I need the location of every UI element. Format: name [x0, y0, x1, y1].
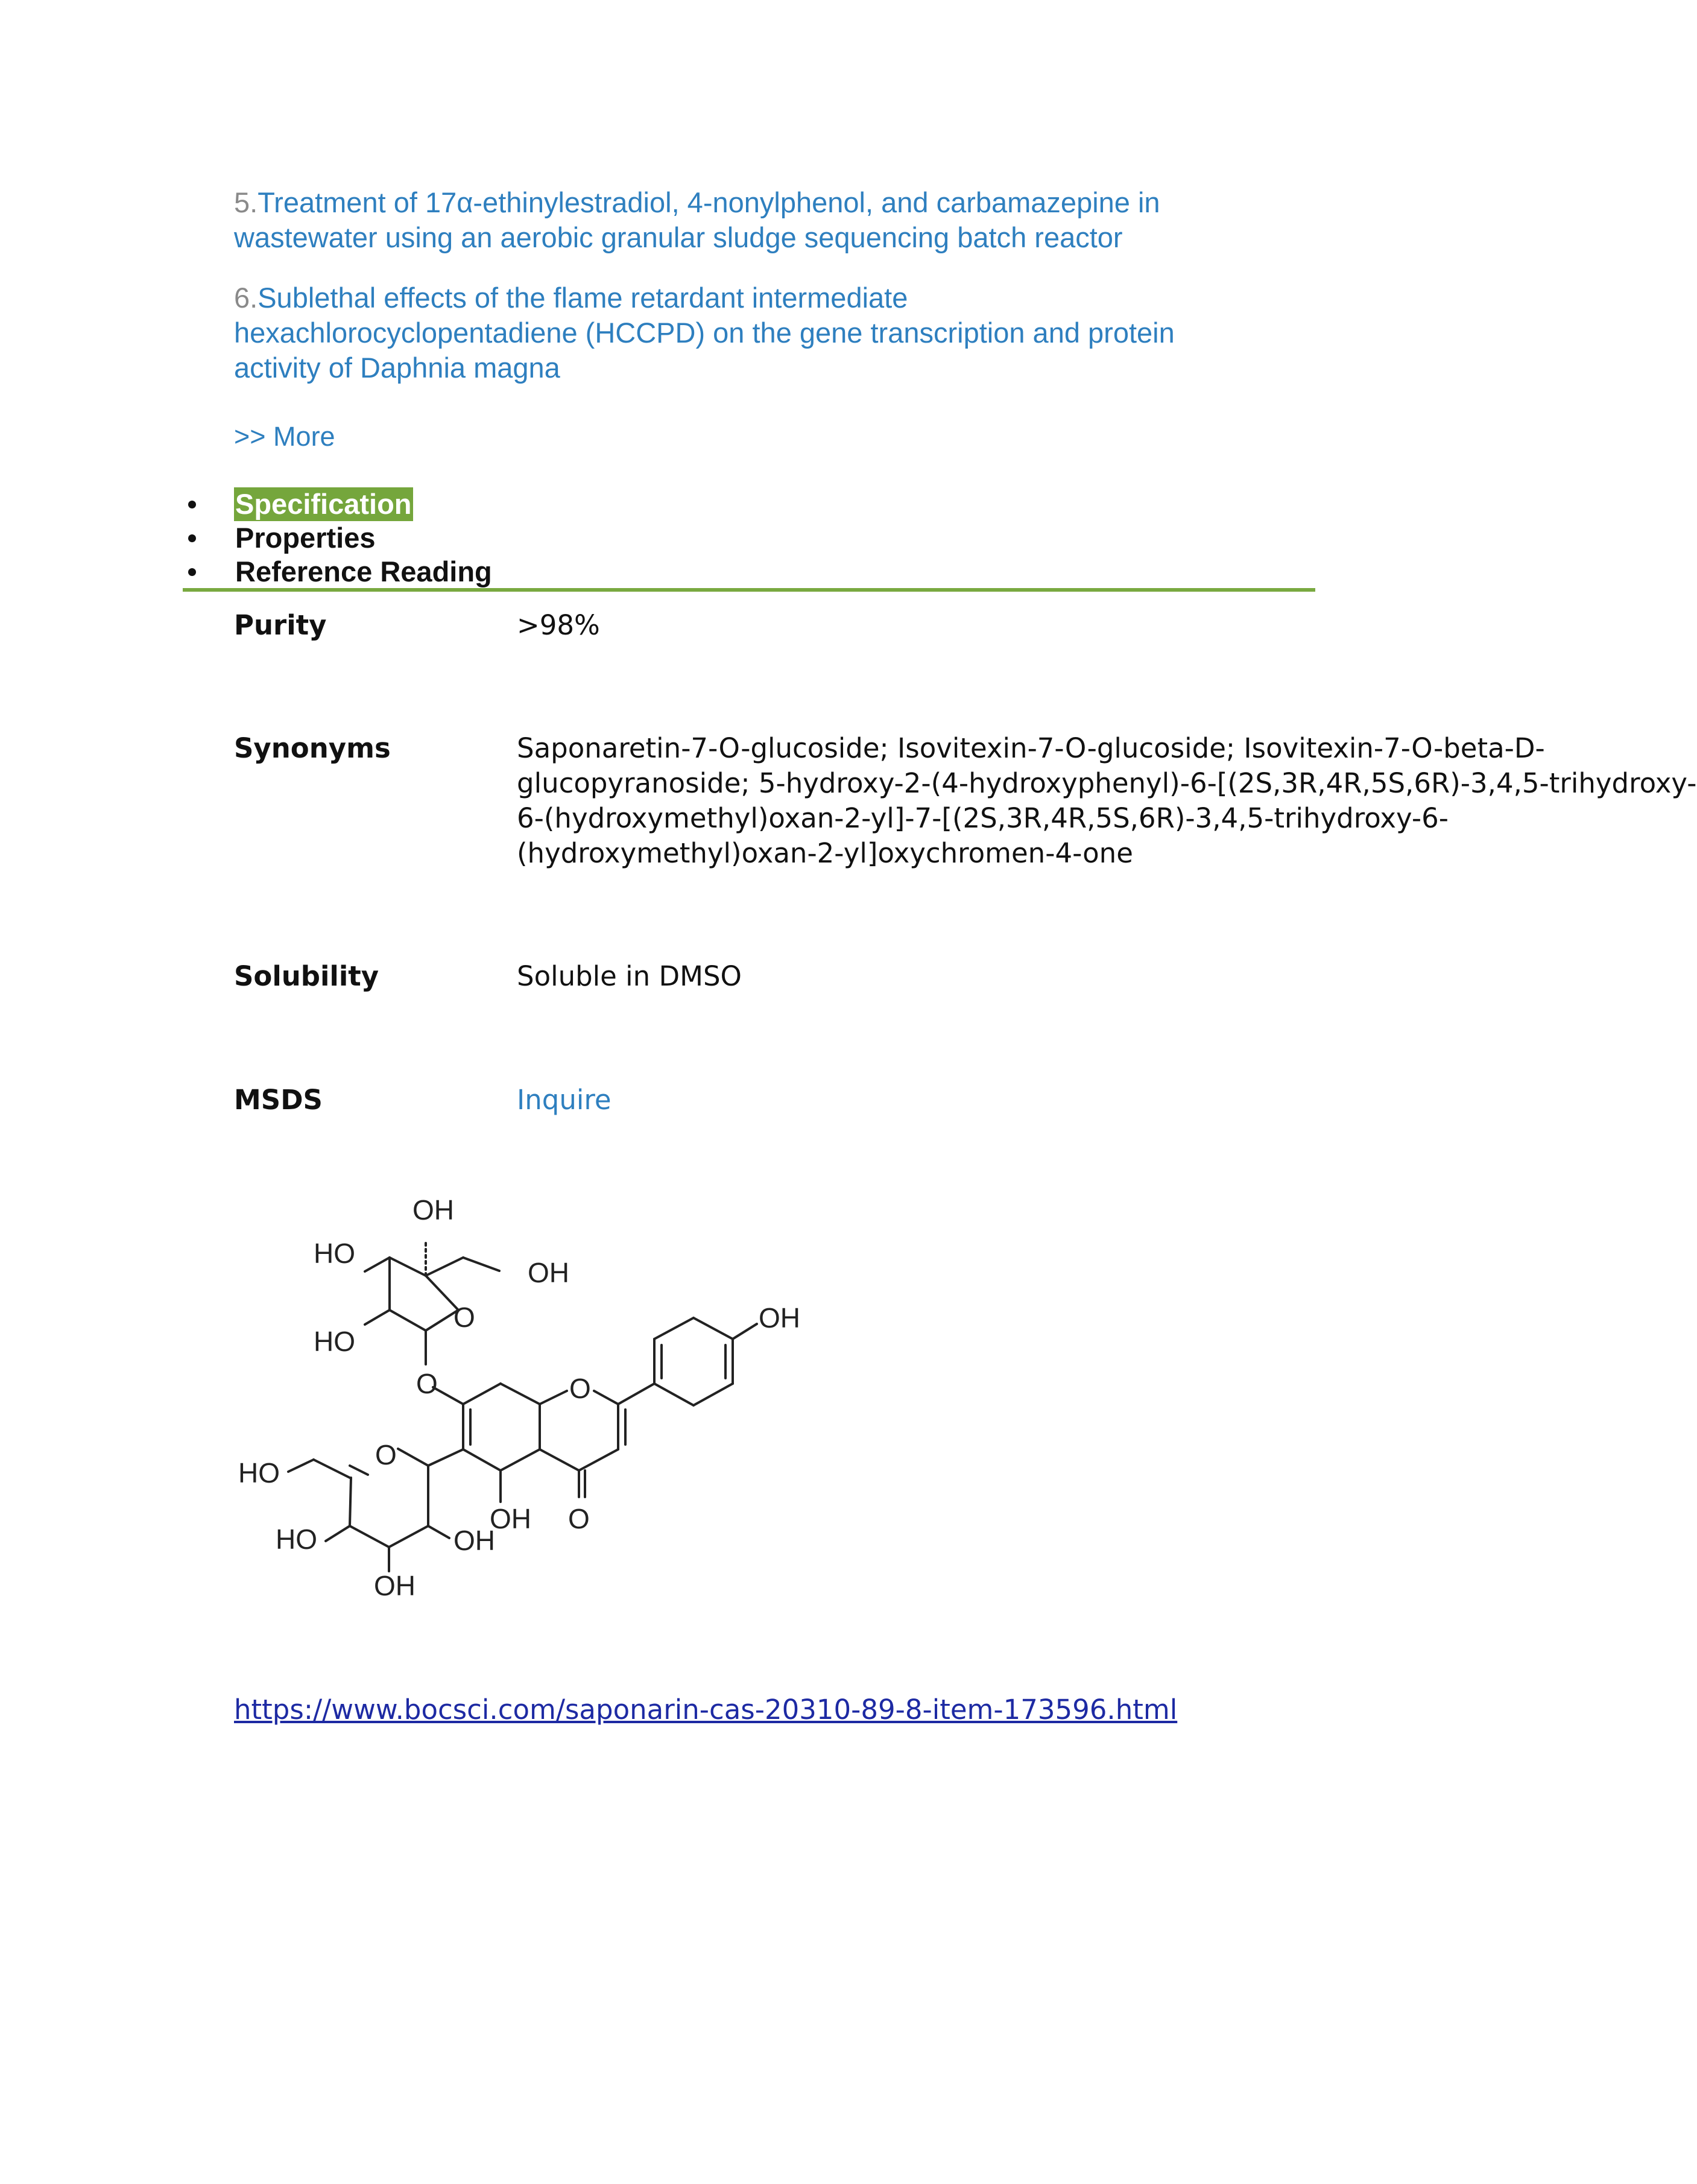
- structure-atom-label: O: [416, 1368, 438, 1399]
- solubility-label: Solubility: [234, 960, 379, 992]
- msds-label: MSDS: [234, 1084, 323, 1116]
- structure-atom-label: OH: [759, 1302, 800, 1334]
- tab-label[interactable]: Reference Reading: [235, 555, 492, 587]
- tab-specification[interactable]: [185, 487, 493, 521]
- reference-title-line: activity of Daphnia magna: [234, 352, 560, 384]
- synonyms-line: 6-(hydroxymethyl)oxan-2-yl]-7-[(2S,3R,4R,5S,6R)-3,4,5-trihydroxy-6-: [517, 802, 1449, 834]
- reference-item-6: [234, 280, 1259, 385]
- reference-title-line: wastewater using an aerobic granular sludge sequencing batch reactor: [234, 221, 1123, 253]
- structure-atom-label: OH: [490, 1503, 531, 1534]
- tab-reference-reading[interactable]: [185, 555, 493, 589]
- reference-item-5: [234, 185, 1259, 255]
- purity-value: >98%: [517, 609, 600, 641]
- synonyms-line: (hydroxymethyl)oxan-2-yl]oxychromen-4-one: [517, 837, 1133, 869]
- structure-atom-label: O: [569, 1373, 591, 1404]
- chemical-structure: [229, 1176, 832, 1610]
- structure-atom-label: O: [568, 1503, 590, 1534]
- synonyms-line: Saponaretin-7-O-glucoside; Isovitexin-7-O-glucoside; Isovitexin-7-O-beta-D-: [517, 732, 1545, 764]
- solubility-value: Soluble in DMSO: [517, 960, 742, 992]
- structure-atom-label: OH: [528, 1257, 569, 1288]
- structure-atom-label: OH: [374, 1570, 416, 1601]
- synonyms-label: Synonyms: [234, 732, 391, 764]
- reference-number: 5.: [234, 186, 258, 218]
- synonyms-value: [517, 731, 1697, 871]
- reference-number: 6.: [234, 282, 258, 314]
- bullet-icon: [188, 501, 196, 508]
- reference-title-line: Treatment of 17α-ethinylestradiol, 4-nonylphenol, and carbamazepine in: [258, 186, 1160, 218]
- bullet-icon: [188, 568, 196, 576]
- reference-title-link[interactable]: [234, 282, 1175, 384]
- tab-label[interactable]: Properties: [235, 522, 376, 554]
- reference-title-line: Sublethal effects of the flame retardant intermediate: [258, 282, 908, 314]
- source-url-link[interactable]: https://www.bocsci.com/saponarin-cas-20310-89-8-item-173596.html: [234, 1694, 1178, 1726]
- synonyms-line: glucopyranoside; 5-hydroxy-2-(4-hydroxyphenyl)-6-[(2S,3R,4R,5S,6R)-3,4,5-trihydroxy-: [517, 767, 1697, 799]
- structure-atom-label: HO: [276, 1524, 317, 1555]
- structure-atom-label: OH: [412, 1194, 454, 1226]
- tab-label[interactable]: Specification: [235, 488, 412, 520]
- bullet-icon: [188, 534, 196, 542]
- product-tabs: [185, 487, 493, 589]
- purity-label: Purity: [234, 609, 327, 641]
- structure-atom-label: OH: [453, 1525, 495, 1556]
- structure-atom-label: HO: [238, 1457, 280, 1489]
- reference-title-line: hexachlorocyclopentadiene (HCCPD) on the gene transcription and protein: [234, 317, 1175, 349]
- more-references-link[interactable]: >> More: [234, 421, 335, 452]
- tab-divider: [183, 588, 1315, 592]
- structure-atom-label: HO: [314, 1238, 355, 1269]
- msds-inquire-link[interactable]: Inquire: [517, 1084, 611, 1116]
- structure-atom-label: HO: [314, 1326, 355, 1357]
- structure-atom-label: O: [453, 1302, 475, 1333]
- tab-properties[interactable]: [185, 521, 493, 555]
- structure-atom-label: O: [375, 1439, 397, 1470]
- reference-title-link[interactable]: [234, 186, 1160, 253]
